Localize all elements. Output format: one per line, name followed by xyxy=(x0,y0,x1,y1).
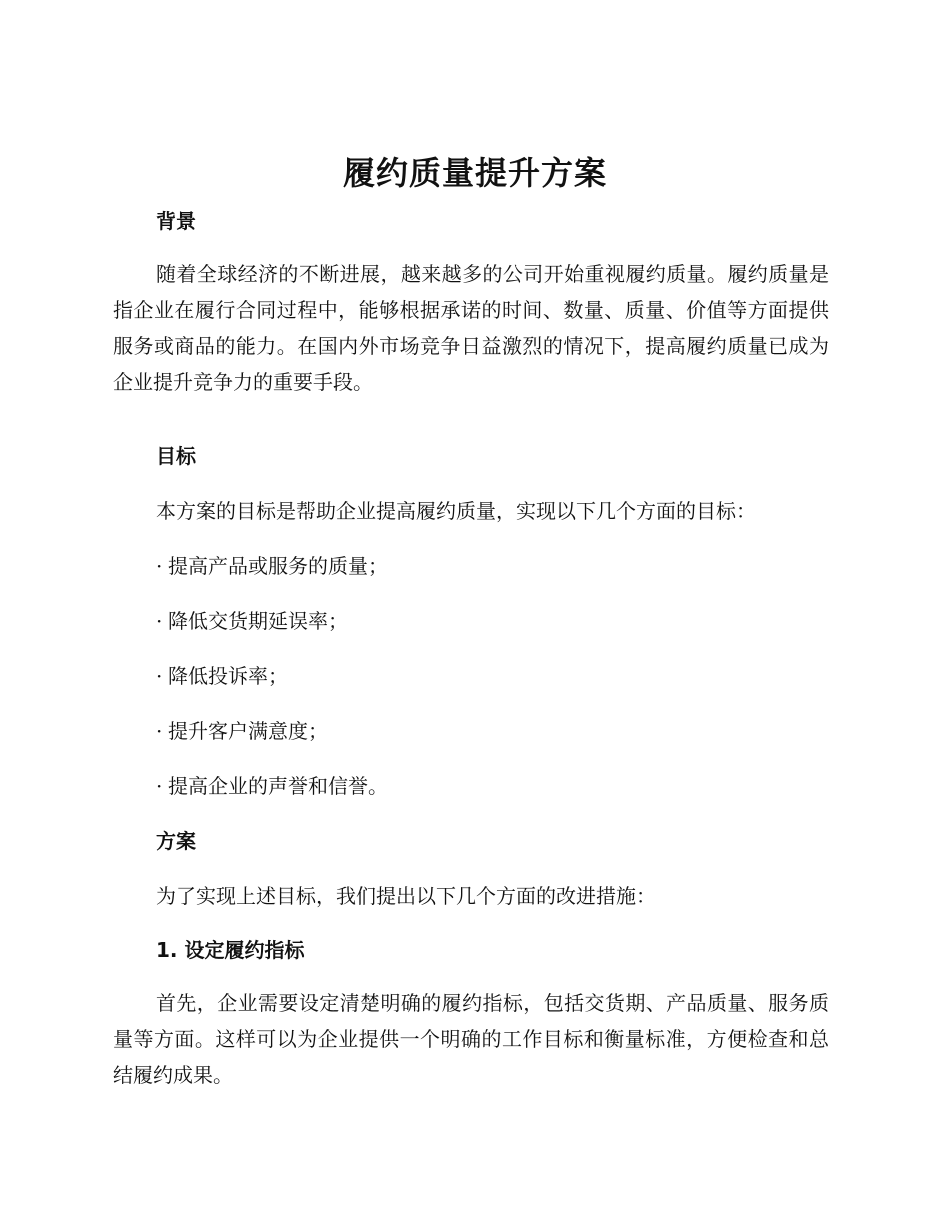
goal-list-item xyxy=(156,661,288,691)
section-heading-goals: 目标 xyxy=(156,444,196,468)
goal-item-text: 提升客户满意度； xyxy=(168,719,328,743)
goal-item-text: 提高产品或服务的质量； xyxy=(168,554,388,578)
set-indicators-paragraph: 首先，企业需要设定清楚明确的履约指标，包括交货期、产品质量、服务质量等方面。这样可以为企业提供一个明确的工作目标和衡量标准，方便检查和总结履约成果。 xyxy=(113,991,829,1087)
goal-list-item xyxy=(156,551,388,581)
bullet-dot-icon: · xyxy=(156,664,163,688)
bullet-dot-icon: · xyxy=(156,774,163,798)
subsection-heading-set-indicators: 1. 设定履约指标 xyxy=(156,938,305,962)
section-heading-plan: 方案 xyxy=(156,829,196,853)
bullet-dot-icon: · xyxy=(156,554,163,578)
background-paragraph: 随着全球经济的不断进展，越来越多的公司开始重视履约质量。履约质量是指企业在履行合同过程中，能够根据承诺的时间、数量、质量、价值等方面提供服务或商品的能力。在国内外市场竞争日益激烈的情况下，提高履约质量已成为企业提升竞争力的重要手段。 xyxy=(113,262,829,394)
goal-list-item xyxy=(156,771,388,801)
section-heading-background: 背景 xyxy=(156,209,196,233)
goal-list-item xyxy=(156,716,328,746)
bullet-dot-icon: · xyxy=(156,609,163,633)
goals-intro: 本方案的目标是帮助企业提高履约质量，实现以下几个方面的目标： xyxy=(156,499,756,523)
goal-item-text: 降低交货期延误率； xyxy=(168,609,348,633)
document-title: 履约质量提升方案 xyxy=(342,154,607,192)
goal-list-item xyxy=(156,606,348,636)
goal-item-text: 降低投诉率； xyxy=(168,664,288,688)
bullet-dot-icon: · xyxy=(156,719,163,743)
plan-intro: 为了实现上述目标，我们提出以下几个方面的改进措施： xyxy=(156,884,656,908)
goal-item-text: 提高企业的声誉和信誉。 xyxy=(168,774,388,798)
